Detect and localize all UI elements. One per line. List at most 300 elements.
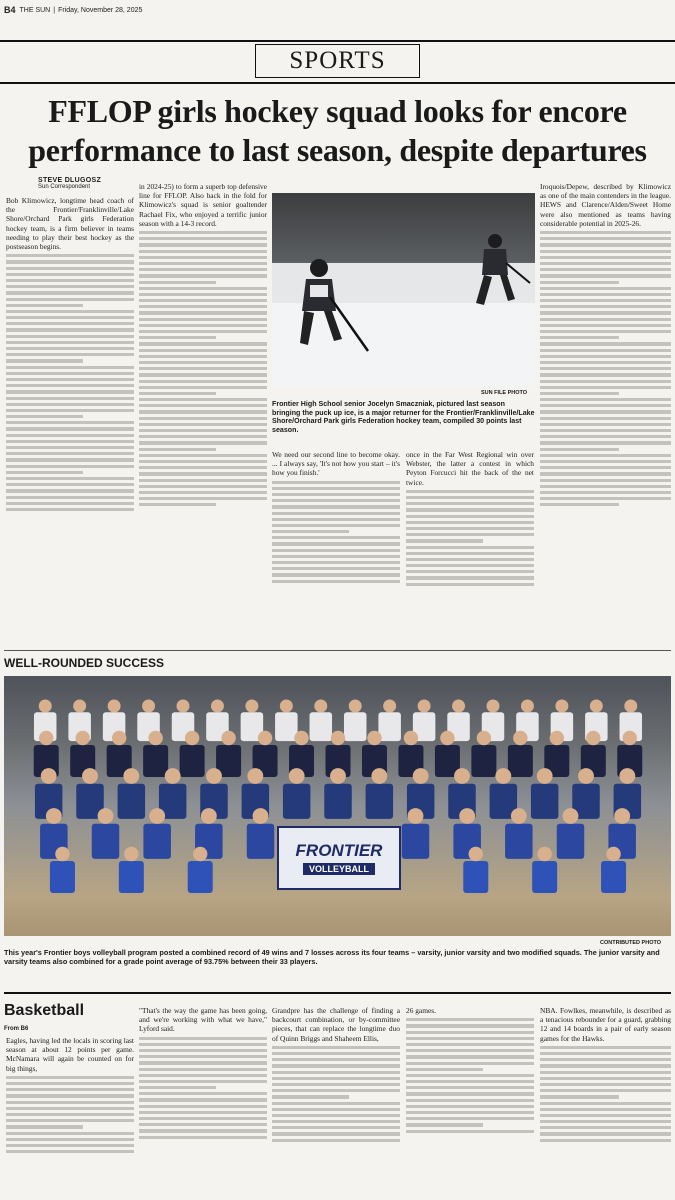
text-line (272, 542, 400, 545)
text-line (139, 479, 267, 482)
text-line (139, 503, 216, 506)
text-line (540, 497, 671, 500)
text-line (540, 330, 671, 333)
text-line (6, 1113, 134, 1116)
text-line (139, 262, 267, 265)
text-line (540, 380, 671, 383)
story-column-4-text: once in the Far West Regional win over Webster, the latter a contest in which Peyton Forcucci hit the back of the net twice. (406, 450, 534, 487)
body-text-placeholder (139, 1037, 267, 1139)
text-line (6, 1094, 134, 1097)
text-line (406, 1024, 534, 1027)
text-line (540, 1083, 671, 1086)
team-member (532, 847, 557, 893)
text-line (139, 1105, 267, 1108)
text-line (139, 243, 267, 246)
text-line (540, 243, 671, 246)
text-line (406, 502, 534, 505)
text-line (6, 1082, 134, 1085)
text-line (540, 503, 619, 506)
text-line (406, 1117, 534, 1120)
text-line (540, 1071, 671, 1074)
text-line (406, 1080, 534, 1083)
text-line (139, 497, 267, 500)
text-line (406, 515, 534, 518)
text-line (540, 472, 671, 475)
text-line (139, 1092, 267, 1095)
text-line (272, 1120, 400, 1123)
folio-separator: | (53, 6, 56, 14)
text-line (272, 1114, 400, 1117)
text-line (540, 485, 671, 488)
text-line (139, 1123, 267, 1126)
text-line (6, 1150, 134, 1153)
text-line (139, 1136, 267, 1139)
text-line (540, 305, 671, 308)
text-line (272, 518, 400, 521)
text-line (540, 274, 671, 277)
story-column-1 (6, 196, 134, 644)
text-line (406, 1111, 534, 1114)
section-divider (4, 650, 671, 651)
text-line (540, 466, 671, 469)
text-line (6, 335, 134, 338)
text-line (139, 330, 267, 333)
story-column-2-text: in 2024-25) to form a superb top defensive line for FFLOP. Also back in the fold for Klimowicz's squad is senior goaltender Rachael Fix, who enjoyed a terrific junior season with a 14-3 record. (139, 182, 267, 228)
text-line (540, 262, 671, 265)
section-divider (4, 992, 671, 994)
story-column-5 (540, 182, 671, 644)
text-line (272, 1058, 400, 1061)
basketball-column-2 (139, 1006, 267, 1196)
text-line (272, 536, 400, 539)
text-line (540, 1108, 671, 1111)
text-line (272, 481, 400, 484)
text-line (272, 505, 400, 508)
text-line (406, 583, 534, 586)
text-line (406, 1018, 534, 1021)
body-text-placeholder (272, 1046, 400, 1142)
byline-role: Sun Correspondent (38, 184, 91, 190)
text-line (6, 260, 134, 263)
text-line (6, 465, 134, 468)
text-line (6, 359, 83, 362)
text-line (139, 373, 267, 376)
text-line (6, 285, 134, 288)
text-line (406, 1130, 534, 1133)
text-line (540, 355, 671, 358)
text-line (540, 268, 671, 271)
text-line (6, 1076, 134, 1079)
text-line (139, 417, 267, 420)
text-line (540, 435, 671, 438)
text-line (139, 460, 267, 463)
text-line (540, 1126, 671, 1129)
text-line (6, 508, 134, 511)
story-column-2 (139, 182, 267, 644)
basketball-column-3-text: Grandpre has the challenge of finding a backcourt combination, or by-committee pieces, that can replace the longtime duo of Quinn Briggs and Shaheem Ellis, (272, 1006, 400, 1043)
text-line (139, 1080, 267, 1083)
text-line (139, 367, 267, 370)
text-line (540, 287, 671, 290)
text-line (139, 423, 267, 426)
team-member (310, 700, 333, 742)
text-line (540, 417, 671, 420)
section-title: SPORTS (255, 44, 420, 78)
section-header (0, 40, 675, 84)
text-line (139, 349, 267, 352)
text-line (139, 1086, 216, 1089)
text-line (406, 570, 534, 573)
text-line (540, 1132, 671, 1135)
basketball-jump-line: From B6 (4, 1026, 29, 1032)
text-line (272, 567, 400, 570)
text-line (272, 487, 400, 490)
text-line (6, 378, 134, 381)
text-line (6, 1132, 134, 1135)
team-banner (277, 826, 401, 890)
text-line (139, 1074, 267, 1077)
text-line (540, 491, 671, 494)
text-line (406, 1062, 534, 1065)
text-line (6, 1107, 134, 1110)
text-line (272, 1139, 400, 1142)
text-line (540, 318, 671, 321)
text-line (139, 299, 267, 302)
text-line (6, 322, 134, 325)
text-line (540, 237, 671, 240)
text-line (272, 573, 400, 576)
text-line (272, 555, 400, 558)
player-back (476, 234, 530, 305)
text-line (540, 1095, 619, 1098)
text-line (540, 1046, 671, 1049)
text-line (272, 499, 400, 502)
text-line (6, 483, 134, 486)
text-line (6, 347, 134, 350)
story-headline: FFLOP girls hockey squad looks for encore performance to last season, despite departures (28, 93, 647, 168)
text-line (139, 305, 267, 308)
text-line (139, 1068, 267, 1071)
text-line (406, 490, 534, 493)
body-text-placeholder (272, 481, 400, 583)
text-line (6, 273, 134, 276)
basketball-column-4 (406, 1006, 534, 1196)
text-line (540, 1089, 671, 1092)
text-line (540, 479, 671, 482)
text-line (406, 552, 534, 555)
player-front (300, 259, 368, 351)
feature-credit: CONTRIBUTED PHOTO (600, 940, 662, 946)
feature-label: WELL-ROUNDED SUCCESS (4, 656, 165, 670)
section-rule-top (0, 40, 675, 42)
text-line (540, 404, 671, 407)
text-line (139, 398, 267, 401)
text-line (406, 1099, 534, 1102)
body-text-placeholder (6, 1076, 134, 1153)
text-line (272, 1046, 400, 1049)
text-line (540, 398, 671, 401)
text-line (406, 546, 534, 549)
text-line (139, 454, 267, 457)
text-line (139, 250, 267, 253)
text-line (139, 256, 267, 259)
text-line (139, 336, 216, 339)
body-text-placeholder (540, 231, 671, 506)
story-column-3 (272, 450, 400, 644)
basketball-column-5 (540, 1006, 671, 1196)
text-line (540, 448, 619, 451)
text-line (6, 434, 134, 437)
text-line (540, 324, 671, 327)
issue-date: Friday, November 28, 2025 (58, 6, 143, 14)
text-line (272, 1083, 400, 1086)
body-text-placeholder (406, 1018, 534, 1133)
text-line (6, 1088, 134, 1091)
text-line (540, 299, 671, 302)
text-line (139, 410, 267, 413)
text-line (6, 477, 134, 480)
text-line (6, 502, 134, 505)
team-members-illustration (4, 676, 671, 936)
volleyball-team-photo (4, 676, 671, 936)
text-line (540, 1102, 671, 1105)
text-line (139, 1098, 267, 1101)
text-line (6, 310, 134, 313)
text-line (139, 466, 267, 469)
text-line (6, 328, 134, 331)
byline-name: STEVE DLUGOSZ (38, 177, 102, 184)
text-line (540, 392, 619, 395)
text-line (139, 293, 267, 296)
text-line (540, 311, 671, 314)
text-line (6, 291, 134, 294)
text-line (272, 580, 400, 583)
text-line (6, 421, 134, 424)
text-line (139, 281, 216, 284)
text-line (540, 441, 671, 444)
text-line (406, 1092, 534, 1095)
text-line (6, 496, 134, 499)
text-line (139, 324, 267, 327)
text-line (540, 410, 671, 413)
text-line (6, 1119, 134, 1122)
text-line (406, 558, 534, 561)
feature-caption: This year's Frontier boys volleyball program posted a combined record of 49 wins and 7 losses across its four teams – varsity, junior varsity and two modified squads. The junior varsity and varsity teams also combined for a grade point average of 93.75% between their 33 players. (4, 948, 660, 966)
text-line (540, 281, 619, 284)
text-line (540, 250, 671, 253)
page-number: B4 (4, 5, 16, 15)
text-line (139, 435, 267, 438)
text-line (272, 1052, 400, 1055)
text-line (272, 1102, 400, 1105)
text-line (406, 533, 534, 536)
text-line (139, 342, 267, 345)
text-line (139, 380, 267, 383)
basketball-column-3 (272, 1006, 400, 1196)
text-line (139, 404, 267, 407)
basketball-headline: Basketball (4, 1002, 85, 1019)
text-line (139, 231, 267, 234)
section-rule-bottom (0, 82, 675, 84)
text-line (540, 386, 671, 389)
text-line (6, 341, 134, 344)
text-line (540, 367, 671, 370)
text-line (6, 353, 134, 356)
text-line (6, 446, 134, 449)
text-line (406, 576, 534, 579)
text-line (540, 460, 671, 463)
text-line (406, 539, 483, 542)
body-text-placeholder (139, 231, 267, 506)
text-line (540, 349, 671, 352)
text-line (139, 472, 267, 475)
text-line (272, 1064, 400, 1067)
text-line (406, 1037, 534, 1040)
text-line (406, 1086, 534, 1089)
text-line (6, 304, 83, 307)
text-line (540, 1052, 671, 1055)
text-line (139, 268, 267, 271)
text-line (406, 1068, 483, 1071)
text-line (139, 448, 216, 451)
text-line (540, 293, 671, 296)
paper-name: THE SUN (19, 6, 51, 14)
text-line (139, 1129, 267, 1132)
text-line (406, 1123, 483, 1126)
text-line (139, 311, 267, 314)
text-line (406, 527, 534, 530)
team-member (119, 847, 144, 893)
team-member (275, 700, 298, 742)
text-line (6, 452, 134, 455)
text-line (6, 458, 134, 461)
text-line (6, 279, 134, 282)
photo-caption: Frontier High School senior Jocelyn Smaczniak, pictured last season bringing the puck up ice, is a major returner for the Frontier/Franklinville/Lake Shore/Orchard Park girls Federation hockey team, compiled 30 points last season. (272, 400, 535, 434)
text-line (6, 489, 134, 492)
text-line (139, 1055, 267, 1058)
text-line (6, 409, 134, 412)
text-line (540, 1120, 671, 1123)
text-line (139, 1117, 267, 1120)
text-line (540, 361, 671, 364)
text-line (139, 1043, 267, 1046)
text-line (272, 1132, 400, 1135)
text-line (540, 373, 671, 376)
text-line (540, 1139, 671, 1142)
photo-credit: SUN FILE PHOTO (481, 390, 528, 396)
text-line (6, 397, 134, 400)
basketball-column-2-text: "That's the way the game has been going, and we're working with what we have," Lyford said. (139, 1006, 267, 1034)
text-line (406, 508, 534, 511)
text-line (6, 1138, 134, 1141)
text-line (540, 1077, 671, 1080)
text-line (272, 1126, 400, 1129)
banner-line-2: VOLLEYBALL (303, 863, 375, 875)
text-line (406, 1105, 534, 1108)
text-line (272, 549, 400, 552)
text-line (540, 423, 671, 426)
text-line (540, 256, 671, 259)
text-line (6, 372, 134, 375)
text-line (540, 1114, 671, 1117)
story-column-1-text: Bob Klimowicz, longtime head coach of the Frontier/Franklinville/Lake Shore/Orchard Park girls Federation hockey team, is a firm believer in teams needing to play their best hockey as the postseason begins. (6, 196, 134, 252)
text-line (6, 427, 134, 430)
hockey-players-illustration (272, 193, 535, 386)
text-line (272, 493, 400, 496)
text-line (139, 491, 267, 494)
story-column-4 (406, 450, 534, 644)
text-line (139, 1061, 267, 1064)
text-line (406, 521, 534, 524)
body-text-placeholder (406, 490, 534, 586)
hockey-photo (272, 193, 535, 386)
text-line (6, 384, 134, 387)
text-line (272, 1089, 400, 1092)
text-line (406, 1049, 534, 1052)
team-member (378, 700, 401, 742)
text-line (406, 496, 534, 499)
byline (38, 177, 138, 190)
text-line (139, 1049, 267, 1052)
page-folio (4, 3, 671, 17)
text-line (540, 454, 671, 457)
text-line (139, 429, 267, 432)
text-line (540, 231, 671, 234)
text-line (540, 429, 671, 432)
text-line (6, 390, 134, 393)
story-column-3-text: We need our second line to become okay. ... I always say, 'It's not how you start – it's how you finish.' (272, 450, 400, 478)
text-line (272, 530, 349, 533)
text-line (139, 274, 267, 277)
text-line (406, 1043, 534, 1046)
text-line (139, 237, 267, 240)
text-line (6, 1101, 134, 1104)
text-line (6, 267, 134, 270)
story-column-5-text: Iroquois/Depew, described by Klimowicz as one of the main contenders in the league. HEWS and Clarence/Alden/Sweet Home were also mentioned as teams having considerable potential in 2025-26. (540, 182, 671, 228)
text-line (139, 386, 267, 389)
basketball-column-5-text: NBA. Fowlkes, meanwhile, is described as a tenacious rebounder for a guard, grabbing 12 and 14 boards in a pair of early season games for the Hawks. (540, 1006, 671, 1043)
text-line (6, 440, 134, 443)
text-line (406, 564, 534, 567)
text-line (6, 1144, 134, 1147)
team-member (344, 700, 367, 742)
basketball-column-1-text: Eagles, having led the locals in scoring last season at about 12 points per game. McNamara will again be counted on for big things, (6, 1036, 134, 1073)
text-line (540, 342, 671, 345)
body-text-placeholder (6, 254, 134, 511)
text-line (139, 361, 267, 364)
text-line (6, 366, 134, 369)
text-line (272, 1077, 400, 1080)
text-line (540, 336, 619, 339)
text-line (139, 1037, 267, 1040)
text-line (139, 485, 267, 488)
basketball-column-1 (6, 1036, 134, 1196)
text-line (6, 1125, 83, 1128)
text-line (6, 298, 134, 301)
text-line (272, 1095, 349, 1098)
text-line (272, 524, 400, 527)
text-line (139, 441, 267, 444)
text-line (139, 318, 267, 321)
text-line (139, 392, 216, 395)
text-line (139, 355, 267, 358)
text-line (272, 1108, 400, 1111)
text-line (540, 1064, 671, 1067)
text-line (6, 415, 83, 418)
text-line (406, 1055, 534, 1058)
text-line (272, 1071, 400, 1074)
text-line (139, 287, 267, 290)
